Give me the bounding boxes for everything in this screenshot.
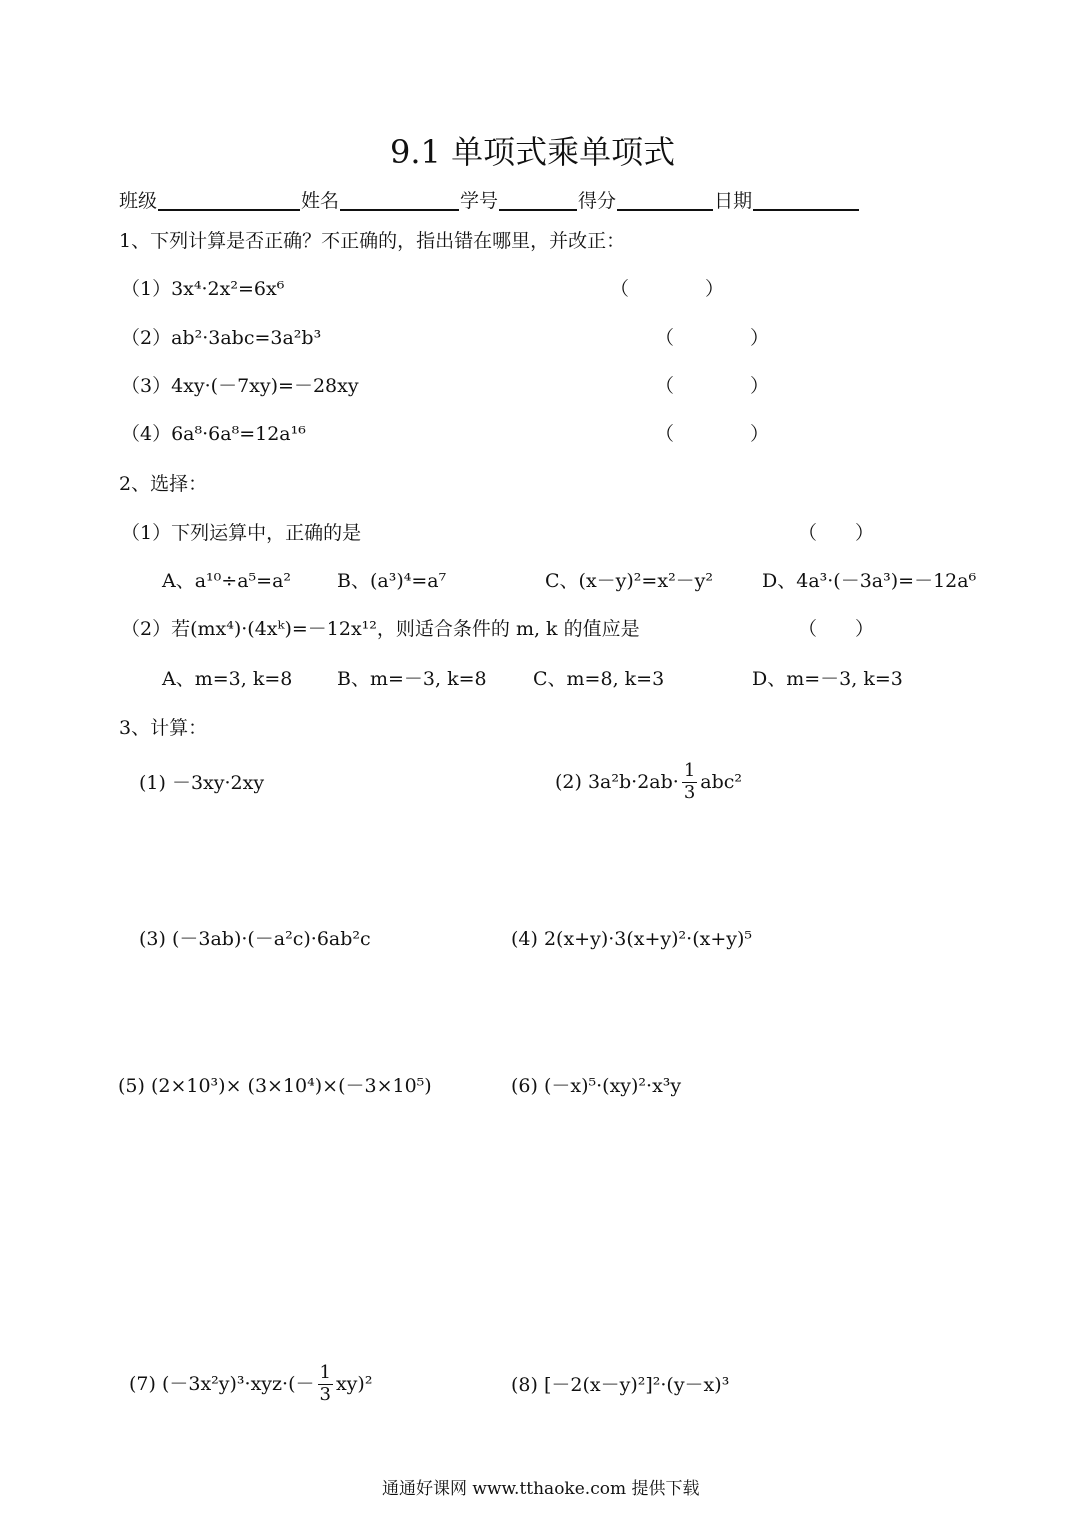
question-1-heading: 1、下列计算是否正确？不正确的，指出错在哪里，并改正： bbox=[119, 230, 626, 252]
question-2-2-option-c: C、m=8, k=3 bbox=[533, 668, 665, 690]
question-2-1-paren: （ ） bbox=[798, 522, 875, 544]
date-blank bbox=[753, 191, 859, 211]
score-label: 得分 bbox=[578, 190, 617, 212]
calc-problem-7 bbox=[129, 1364, 372, 1405]
answer-paren-1: （ ） bbox=[610, 278, 725, 300]
calc-problem-4: (4) 2(x+y)·3(x+y)²·(x+y)⁵ bbox=[511, 928, 753, 950]
question-1-item-4: （4）6a⁸·6a⁸=12a¹⁶ bbox=[121, 423, 306, 445]
question-2-1-option-b: B、(a³)⁴=a⁷ bbox=[337, 570, 447, 592]
calc-problem-8: (8) [－2(x－y)²]²·(y－x)³ bbox=[511, 1374, 730, 1396]
date-label: 日期 bbox=[714, 190, 753, 212]
question-2-1-option-a: A、a¹⁰÷a⁵=a² bbox=[162, 570, 292, 592]
name-blank bbox=[340, 191, 459, 211]
calc-problem-2-suffix: abc² bbox=[700, 770, 743, 793]
calc-problem-7-prefix: (7) (－3x²y)³·xyz·(－ bbox=[129, 1372, 315, 1395]
question-2-2-stem: （2）若(mx⁴)·(4xᵏ)=－12x¹²，则适合条件的 m, k 的值应是 bbox=[121, 618, 640, 640]
answer-paren-4: （ ） bbox=[655, 423, 770, 445]
question-3-heading: 3、计算： bbox=[119, 717, 208, 739]
class-blank bbox=[158, 191, 300, 211]
answer-paren-3: （ ） bbox=[655, 375, 770, 397]
number-blank bbox=[499, 191, 577, 211]
question-2-heading: 2、选择： bbox=[119, 473, 208, 495]
question-2-2-paren: （ ） bbox=[798, 618, 875, 640]
calc-problem-7-suffix: xy)² bbox=[335, 1372, 373, 1395]
student-info-line bbox=[119, 191, 860, 211]
calc-problem-5: (5) (2×10³)× (3×10⁴)×(－3×10⁵) bbox=[118, 1075, 432, 1097]
question-1-item-3: （3）4xy·(－7xy)=－28xy bbox=[121, 375, 359, 397]
question-1-item-1: （1）3x⁴·2x²=6x⁶ bbox=[121, 278, 285, 300]
question-2-2-option-a: A、m=3, k=8 bbox=[162, 668, 293, 690]
calc-problem-2-prefix: (2) 3a²b·2ab· bbox=[555, 770, 679, 793]
number-label: 学号 bbox=[460, 190, 499, 212]
fraction-numerator: 1 bbox=[683, 760, 696, 781]
fraction-denominator: 3 bbox=[683, 781, 696, 803]
question-2-2-option-b: B、m=－3, k=8 bbox=[337, 668, 487, 690]
page-title: 9.1 单项式乘单项式 bbox=[390, 133, 676, 171]
question-2-1-stem: （1）下列运算中，正确的是 bbox=[121, 522, 362, 544]
calc-problem-3: (3) (－3ab)·(－a²c)·6ab²c bbox=[139, 928, 371, 950]
class-label: 班级 bbox=[119, 190, 158, 212]
fraction-one-third bbox=[682, 762, 697, 803]
calc-problem-2 bbox=[555, 762, 742, 803]
fraction-denominator: 3 bbox=[319, 1383, 331, 1405]
fraction-numerator: 1 bbox=[319, 1362, 331, 1383]
calc-problem-1: (1) －3xy·2xy bbox=[139, 772, 265, 794]
question-1-item-2: （2）ab²·3abc=3a²b³ bbox=[121, 327, 322, 349]
question-2-1-option-d: D、4a³·(－3a³)=－12a⁶ bbox=[762, 570, 977, 592]
question-2-1-option-c: C、(x－y)²=x²－y² bbox=[545, 570, 714, 592]
answer-paren-2: （ ） bbox=[655, 327, 770, 349]
calc-problem-6: (6) (－x)⁵·(xy)²·x³y bbox=[511, 1075, 682, 1097]
name-label: 姓名 bbox=[301, 190, 340, 212]
question-2-2-option-d: D、m=－3, k=3 bbox=[752, 668, 903, 690]
score-blank bbox=[617, 191, 713, 211]
fraction-one-third bbox=[318, 1364, 333, 1405]
page-footer: 通通好课网 www.tthaoke.com 提供下载 bbox=[382, 1479, 700, 1499]
